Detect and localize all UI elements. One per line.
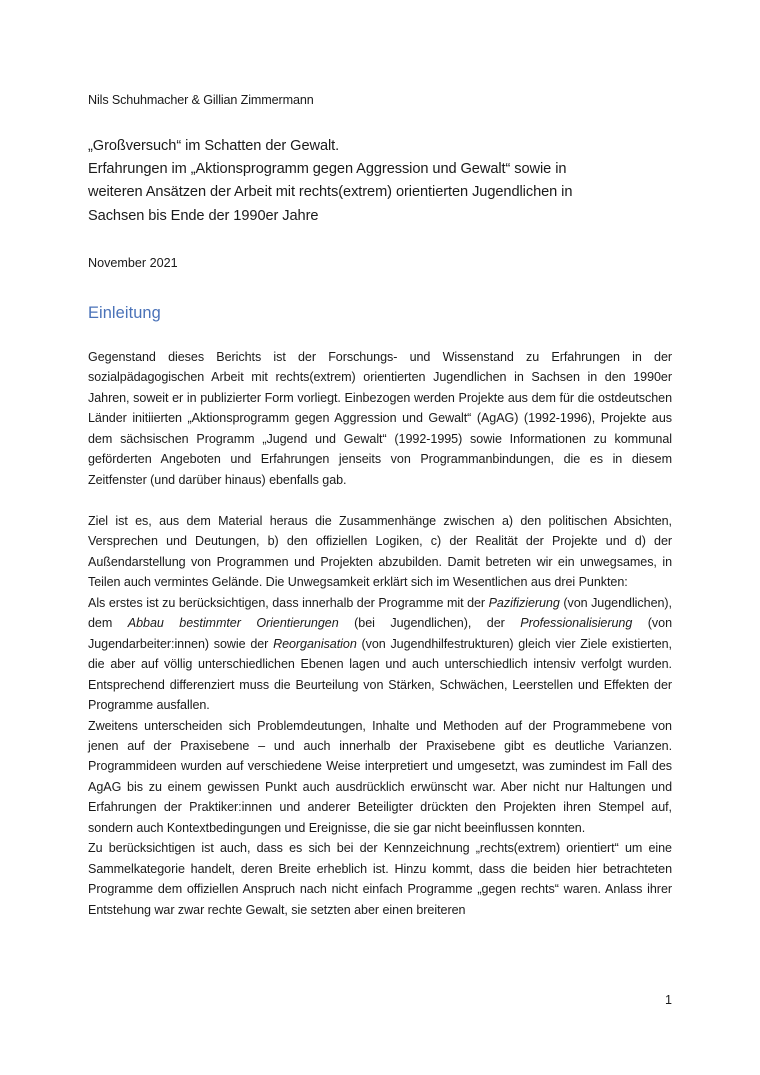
page-content: [88, 0, 672, 920]
body-paragraph-5: [88, 838, 672, 920]
body-paragraph-1: [88, 347, 672, 490]
paragraph-text: Zweitens unterscheiden sich Problemdeutungen, Inhalte und Methoden auf der Programmebene von jenen auf der Praxisebene – und auch innerhalb der Praxisebene gibt es deutliche Varianzen. Programmideen wurden auf verschiedene Weise interpretiert und umgesetzt, was zumindest im Fall des AgAG bis zu einem gewissen Punkt auch ausdrücklich erwünscht war. Aber nicht nur Haltungen und Erfahrungen der Praktiker:innen und anderer Beteiligter drückten den Projekten ihren Stempel auf, sondern auch Kontextbedingungen und Ereignisse, die sie gar nicht beeinflussen konnten.: [88, 718, 672, 835]
title-line-2: Erfahrungen im „Aktionsprogramm gegen Aggression und Gewalt“ sowie in: [88, 161, 567, 178]
p3-emphasis-abbau: Abbau bestimmter Orientierungen: [127, 616, 339, 631]
document-title: [88, 135, 672, 228]
p3-text-5: (von Jugendhilfestrukturen) gleich vier Ziele existierten, die aber auf völlig unterschiedlichen Ebenen lagen und auch unterschiedlich intensiv verfolgt wurden. Entsprechend differenziert muss die Beurteilung von Stärken, Schwächen, Leerstellen und Effekten der Programme ausfallen.: [88, 636, 672, 713]
p3-text-4: (von Jugendarbeiter:innen) sowie der: [88, 616, 672, 651]
document-date: November 2021: [88, 255, 178, 270]
body-paragraph-4: [88, 716, 672, 839]
paragraph-text: Ziel ist es, aus dem Material heraus die Zusammenhänge zwischen a) den politischen Absichten, Versprechen und Deutungen, b) den offiziellen Logiken, c) der Realität der Projekte und d) der Außendarstellung von Programmen und Projekten abzubilden. Damit betreten wir ein unwegsames, in Teilen auch vermintes Gelände. Die Unwegsamkeit erklärt sich im Wesentlichen aus drei Punkten:: [88, 513, 672, 590]
page-number: 1: [664, 993, 672, 1007]
paragraph-text: Gegenstand dieses Berichts ist der Forschungs- und Wissenstand zu Erfahrungen in der sozialpädagogischen Arbeit mit rechts(extrem) orientierten Jugendlichen in Sachsen in den 1990er Jahren, soweit er in publizierter Form vorliegt. Einbezogen werden Projekte aus dem für die ostdeutschen Länder initiierten „Aktionsprogramm gegen Aggression und Gewalt“ (AgAG) (1992-1996), Projekte aus dem sächsischen Programm „Jugend und Gewalt“ (1992-1995) sowie Informationen zu kommunal geförderten Angeboten und Erfahrungen jenseits von Programmanbindungen, die es in diesem Zeitfenster (und darüber hinaus) ebenfalls gab.: [88, 349, 672, 487]
p3-text-3: (bei Jugendlichen), der: [338, 616, 521, 631]
p3-emphasis-professionalisierung: Professionalisierung: [520, 616, 633, 631]
p3-emphasis-reorganisation: Reorganisation: [273, 636, 357, 651]
paragraph-text: Zu berücksichtigen ist auch, dass es sich bei der Kennzeichnung „rechts(extrem) orientiert“ um eine Sammelkategorie handelt, deren Breite erheblich ist. Hinzu kommt, dass die beiden hier betrachteten Programme dem offiziellen Anspruch nach nicht einfach Programme „gegen rechts“ waren. Anlass ihrer Entstehung war zwar rechte Gewalt, sie setzten aber einen breiteren: [88, 841, 672, 917]
body-paragraph-3: [88, 593, 672, 716]
section-heading-einleitung: Einleitung: [88, 303, 161, 322]
p3-text-2: (von Jugendlichen), dem: [88, 595, 672, 631]
title-line-4: Sachsen bis Ende der 1990er Jahre: [88, 207, 319, 224]
paragraph-text-mixed: [88, 593, 672, 716]
body-paragraph-2: [88, 511, 672, 593]
title-line-1: „Großversuch“ im Schatten der Gewalt.: [88, 138, 340, 154]
document-authors: Nils Schuhmacher & Gillian Zimmermann: [88, 93, 314, 107]
p3-text-1: Als erstes ist zu berücksichtigen, dass innerhalb der Programme mit der: [88, 595, 489, 610]
title-line-3: weiteren Ansätzen der Arbeit mit rechts(extrem) orientierten Jugendlichen in: [88, 184, 573, 201]
p3-emphasis-pazifizierung: Pazifizierung: [488, 595, 560, 610]
